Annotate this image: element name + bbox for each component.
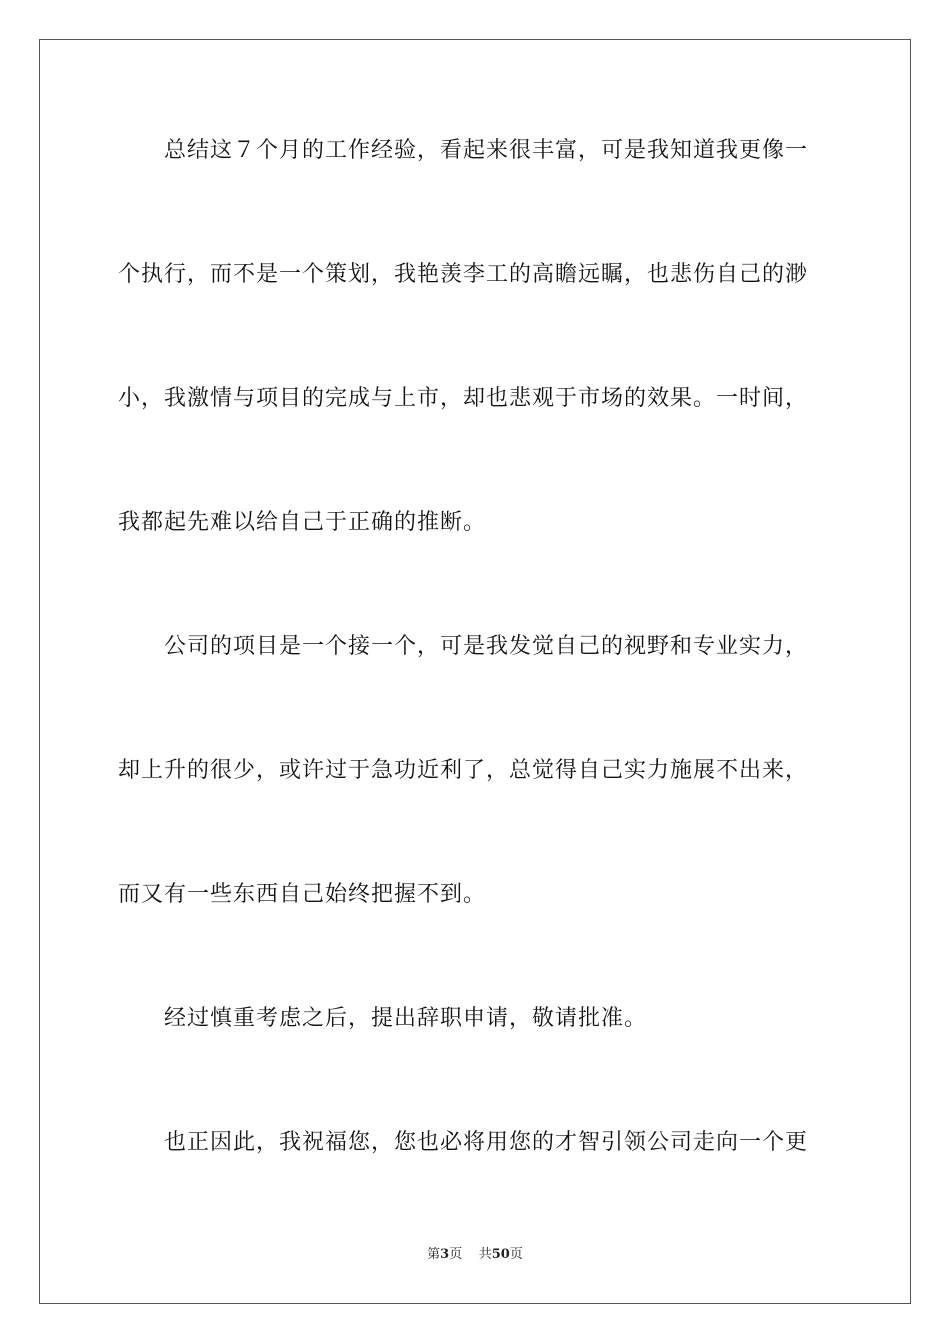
- paragraph-line-2: 个执行，而不是一个策划，我艳羡李工的高瞻远瞩，也悲伤自己的渺: [118, 262, 809, 287]
- footer-page-suffix: 页: [449, 1247, 463, 1262]
- footer-total-pages: 50: [491, 1247, 510, 1262]
- paragraph-line-6: 却上升的很少，或许过于急功近利了，总觉得自己实力施展不出来，: [118, 758, 809, 783]
- footer-page-prefix: 第: [427, 1247, 441, 1262]
- paragraph-line-5: 公司的项目是一个接一个，可是我发觉自己的视野和专业实力，: [164, 634, 809, 659]
- footer-total-suffix: 页: [509, 1247, 523, 1262]
- paragraph-line-7: 而又有一些东西自己始终把握不到。: [118, 882, 487, 907]
- footer-page-number: 3: [440, 1247, 450, 1262]
- paragraph-line-3: 小，我激情与项目的完成与上市，却也悲观于市场的效果。一时间，: [118, 386, 809, 411]
- paragraph-line-4: 我都起先难以给自己于正确的推断。: [118, 510, 487, 535]
- paragraph-line-9: 也正因此，我祝福您，您也必将用您的才智引领公司走向一个更: [164, 1130, 809, 1155]
- paragraph-line-1: 总结这７个月的工作经验，看起来很丰富，可是我知道我更像一: [164, 138, 809, 163]
- footer-total-prefix: 共: [478, 1247, 492, 1262]
- page-footer: [0, 1246, 950, 1264]
- page-border: [39, 39, 911, 1304]
- paragraph-line-8: 经过慎重考虑之后，提出辞职申请，敬请批准。: [164, 1006, 648, 1031]
